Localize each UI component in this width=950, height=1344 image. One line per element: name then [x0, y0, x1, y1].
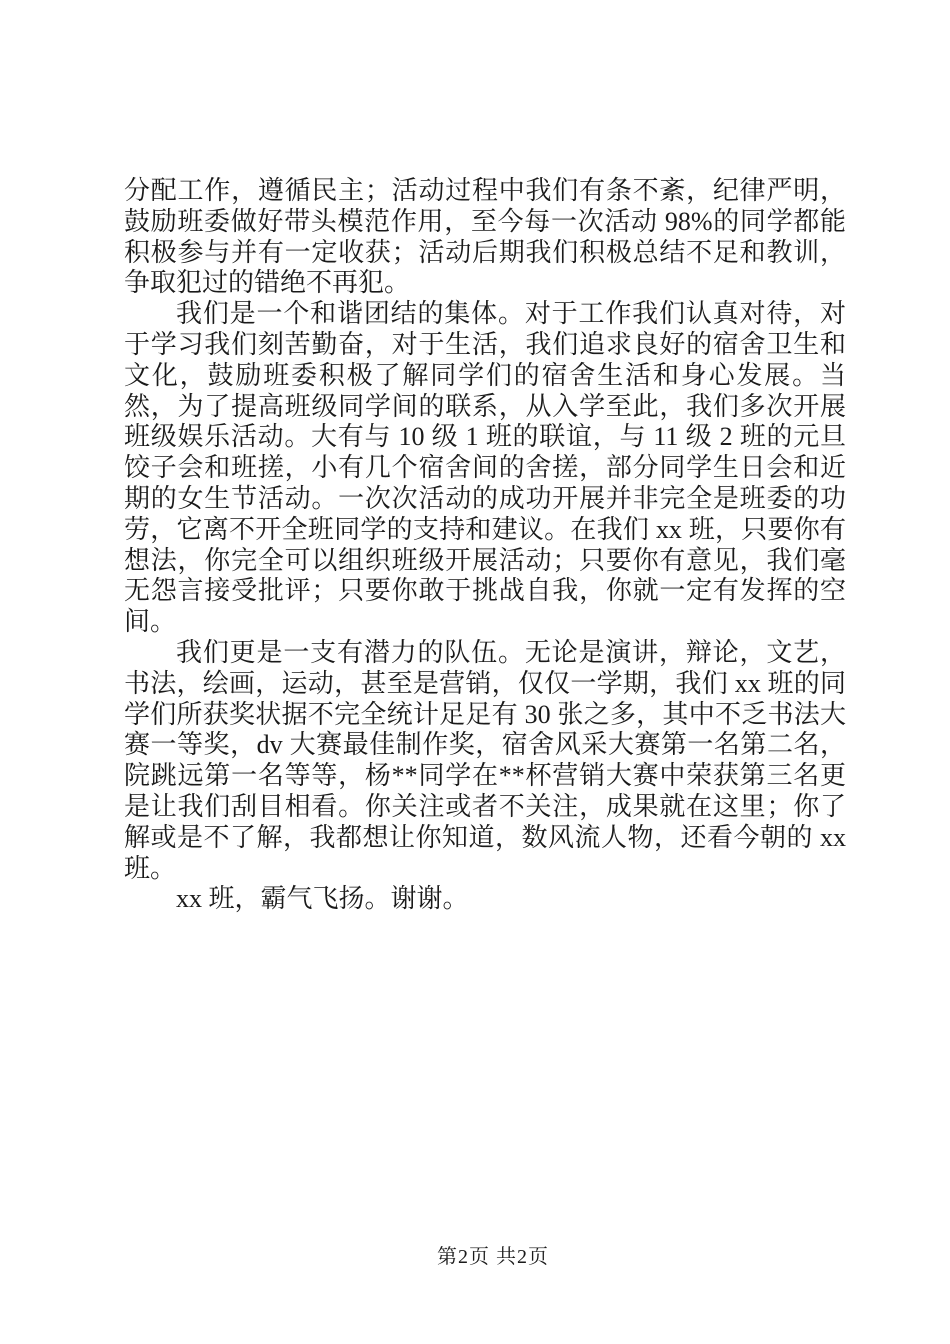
document-body	[124, 176, 846, 915]
page-number: 第2页 共2页	[437, 1246, 549, 1268]
paragraph: 分配工作，遵循民主；活动过程中我们有条不紊，纪律严明，鼓励班委做好带头模范作用，至今每一次活动 98%的同学都能积极参与并有一定收获；活动后期我们积极总结不足和教训，争取犯过的错绝不再犯。	[124, 176, 846, 298]
paragraph: 我们是一个和谐团结的集体。对于工作我们认真对待，对于学习我们刻苦勤奋，对于生活，我们追求良好的宿舍卫生和文化，鼓励班委积极了解同学们的宿舍生活和身心发展。当然，为了提高班级同学间的联系，从入学至此，我们多次开展班级娱乐活动。大有与 10 级 1 班的联谊，与 11 级 2 班的元旦饺子会和班搓，小有几个宿舍间的舍搓，部分同学生日会和近期的女生节活动。一次次活动的成功开展并非完全是班委的功劳，它离不开全班同学的支持和建议。在我们 xx 班，只要你有想法，你完全可以组织班级开展活动；只要你有意见，我们毫无怨言接受批评；只要你敢于挑战自我，你就一定有发挥的空间。	[124, 299, 846, 637]
paragraph: xx 班，霸气飞扬。谢谢。	[176, 884, 469, 914]
paragraph: 我们更是一支有潜力的队伍。无论是演讲，辩论，文艺，书法，绘画，运动，甚至是营销，仅仅一学期，我们 xx 班的同学们所获奖状据不完全统计足足有 30 张之多，其中不乏书法大赛一等奖，dv 大赛最佳制作奖，宿舍风采大赛第一名第二名，院跳远第一名等等，杨**同学在**杯营销大赛中荣获第三名更是让我们刮目相看。你关注或者不关注，成果就在这里；你了解或是不了解，我都想让你知道，数风流人物，还看今朝的 xx 班。	[124, 637, 846, 883]
